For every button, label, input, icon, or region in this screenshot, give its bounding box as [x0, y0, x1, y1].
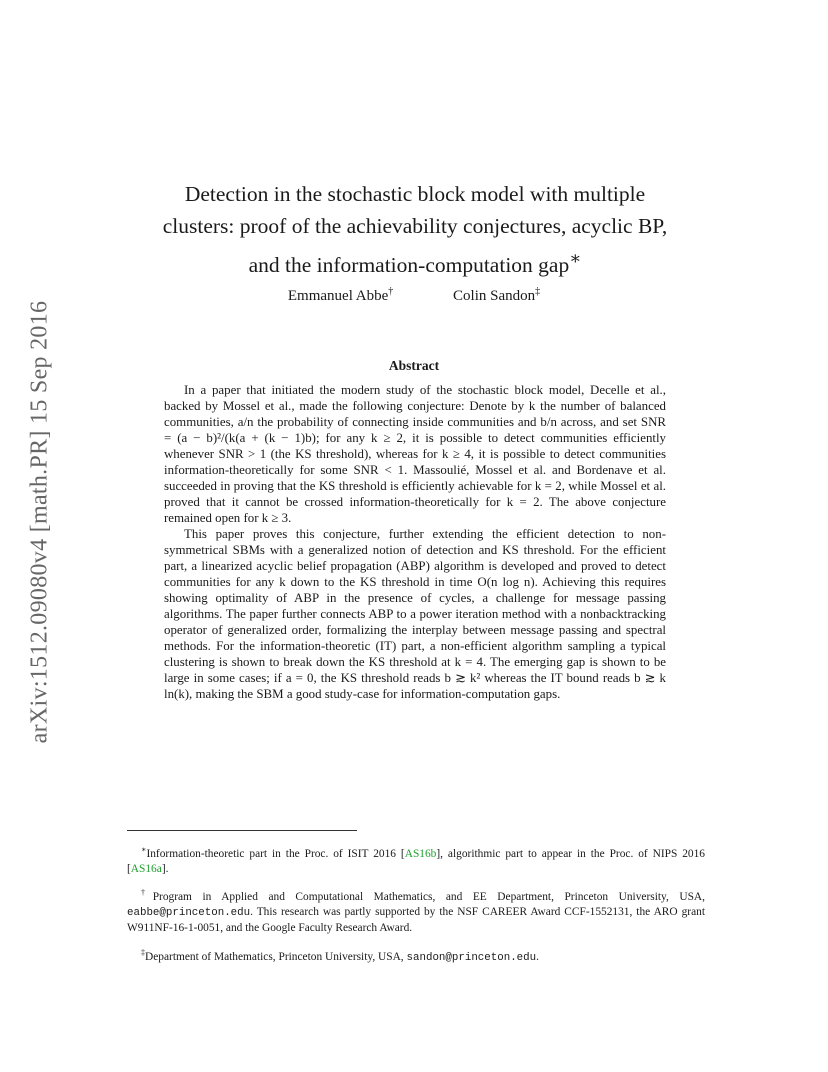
footnote-abbe: †Program in Applied and Computational Mathematics, and EE Department, Princeton University, USA, eabbe@princeton.edu. This research was partly supported by the NSF CAREER Award CCF-1552131, the ARO grant W911NF-16-1-0051, and the Google Faculty Research Award.: [127, 888, 705, 935]
email-sandon[interactable]: sandon@princeton.edu: [406, 951, 537, 964]
citation-link[interactable]: AS16a: [130, 863, 162, 875]
title-footnote-mark: ∗: [569, 248, 582, 268]
arxiv-identifier-stamp: arXiv:1512.09080v4 [math.PR] 15 Sep 2016: [26, 300, 53, 744]
title-line: Detection in the stochastic block model with multiple: [184, 182, 646, 206]
author-sandon: Colin Sandon‡: [453, 286, 541, 304]
abstract-heading: Abstract: [388, 358, 440, 373]
author-abbe: Emmanuel Abbe†: [287, 286, 394, 304]
footnote-sandon: ‡Department of Mathematics, Princeton University, USA, sandon@princeton.edu.: [141, 947, 539, 964]
author-list: [0, 286, 828, 305]
email-abbe[interactable]: eabbe@princeton.edu: [127, 907, 251, 920]
citation-link[interactable]: AS16b: [404, 847, 437, 860]
title-line: clusters: proof of the achievability conjectures, acyclic BP,: [162, 214, 668, 238]
footnote-divider: [127, 830, 357, 831]
footnote-title: ∗Information-theoretic part in the Proc. of ISIT 2016 [AS16b], algorithmic part to appear in the Proc. of NIPS 2016 [AS16a].: [127, 845, 705, 875]
title-line: and the information-computation gap∗: [248, 248, 582, 278]
paper-title: [100, 178, 730, 281]
abstract-body: [164, 382, 666, 702]
abstract-paragraph: In a paper that initiated the modern study of the stochastic block model, Decelle et al., backed by Mossel et al., made the following conjecture: Denote by k the number of balanced communities, a/n the probability of connecting inside communities and b/n across, and set SNR = (a − b)²/(k(a + (k − 1)b); for any k ≥ 2, it is possible to detect communities efficiently whenever SNR > 1 (the KS threshold), whereas for k ≥ 4, it is possible to detect communities information-theoretically for some SNR < 1. Massoulié, Mossel et al. and Bordenave et al. succeeded in proving that the KS threshold is efficiently achievable for k = 2, while Mossel et al. proved that it cannot be crossed information-theoretically for k = 2. The above conjecture remained open for k ≥ 3.: [164, 383, 666, 525]
abstract-paragraph: This paper proves this conjecture, further extending the efficient detection to non-symmetrical SBMs with a generalized notion of detection and KS threshold. For the efficient part, a linearized acyclic belief propagation (ABP) algorithm is developed and proved to detect communities for any k down to the KS threshold in time O(n log n). Achieving this requires showing optimality of ABP in the presence of cycles, a challenge for message passing algorithms. The paper further connects ABP to a power iteration method with a nonbacktracking operator of generalized order, formalizing the interplay between message passing and spectral methods. For the information-theoretic (IT) part, a non-efficient algorithm sampling a typical clustering is shown to break down the KS threshold at k = 4. The emerging gap is shown to be large in some cases; if a = 0, the KS threshold reads b ≳ k² whereas the IT bound reads b ≳ k ln(k), making the SBM a good study-case for information-computation gaps.: [164, 527, 666, 701]
footnotes: [127, 842, 705, 974]
